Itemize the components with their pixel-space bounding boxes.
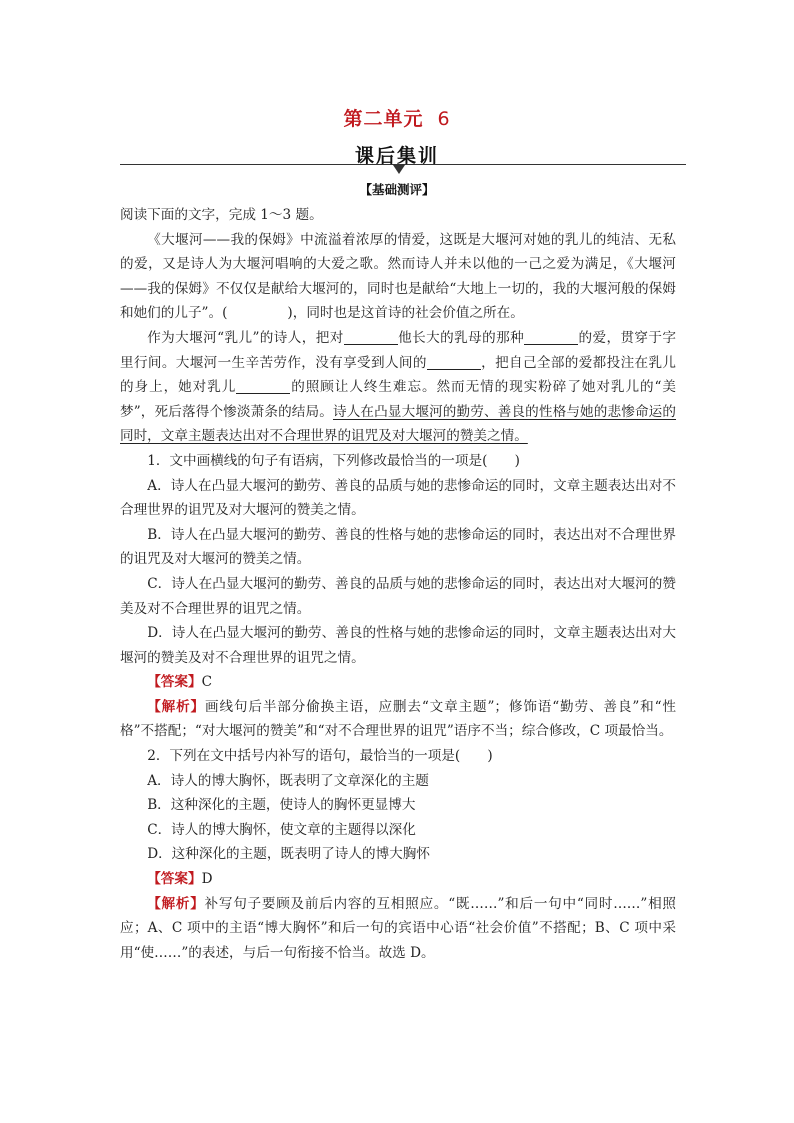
question-2-option-a: A．诗人的博大胸怀，既表明了文章深化的主题	[147, 772, 429, 789]
instruction-text: 阅读下面的文字，完成 1～3 题。	[120, 207, 323, 223]
unit-title-text: 第二单元	[343, 108, 424, 130]
question-1-option-c: C．诗人在凸显大堰河的勤劳、善良的品质与她的悲惨命运的同时，表达出对大堰河的赞美及对不合理世界的诅咒之情。	[120, 575, 676, 617]
question-1-option-b: B．诗人在凸显大堰河的勤劳、善良的性格与她的悲惨命运的同时，表达出对不合理世界的诅咒及对大堰河的赞美之情。	[120, 526, 676, 568]
question-1-option-d: D．诗人在凸显大堰河的勤劳、善良的性格与她的悲惨命运的同时，文章主题表达出对大堰河的赞美及对不合理世界的诅咒之情。	[120, 625, 676, 666]
analysis-tag: 【解析】	[147, 895, 205, 912]
fill-blank	[427, 355, 481, 370]
question-2-answer	[120, 867, 676, 892]
question-1-option-a: A．诗人在凸显大堰河的勤劳、善良的品质与她的悲惨命运的同时，文章主题表达出对不合理世界的诅咒及对大堰河的赞美之情。	[120, 477, 676, 519]
question-1-answer	[120, 670, 676, 695]
question-2-option-c: C．诗人的博大胸怀，使文章的主题得以深化	[147, 821, 416, 838]
section-banner: 【基础测评】	[359, 182, 435, 197]
unit-title	[0, 104, 794, 131]
question-2-option-b: B．这种深化的主题，使诗人的胸怀更显博大	[147, 797, 416, 814]
question-1-stem: 1．文中画横线的句子有语病，下列修改最恰当的一项是( )	[147, 452, 520, 469]
passage-paragraph-1: 《大堰河——我的保姆》中流溢着浓厚的情爱，这既是大堰河对她的乳儿的纯洁、无私的爱，又是诗人为大堰河唱响的大爱之歌。然而诗人并未以他的一己之爱为满足，《大堰河——我的保姆》不仅仅是献给大堰河的，同时也是献给“大地上一切的，我的大堰河般的保姆和她们的儿子”。( )，同时也是这首诗的社会价值之所在。	[120, 231, 676, 322]
passage-paragraph-2: 作为大堰河“乳儿”的诗人，把对 他长大的乳母的那种 的爱，贯穿于字里行间。大堰河一生辛苦劳作，没有享受到人间的 ，把自己全部的爱都投注在乳儿的身上，她对乳儿 的照顾让人终生难忘。然而无情的现实粉碎了她对乳儿的“美梦”，死后落得个惨淡萧条的结局。诗人在凸显大堰河的勤劳、善良的性格与她的悲惨命运的同时，文章主题表达出对不合理世界的诅咒及对大堰河的赞美之情。	[120, 329, 677, 445]
answer-blank	[227, 306, 287, 320]
answer-tag: 【答案】	[147, 871, 202, 888]
down-triangle-icon	[393, 165, 405, 174]
underlined-sentence: 诗人在凸显大堰河的勤劳、善良的性格与她的悲惨命运的同时，文章主题表达出对不合理世界的诅咒及对大堰河的赞美之情。	[120, 403, 677, 445]
answer-tag: 【答案】	[147, 674, 202, 691]
analysis-tag: 【解析】	[147, 698, 206, 715]
fill-blank	[524, 330, 578, 345]
answer-value: D	[201, 871, 213, 888]
unit-number: 6	[437, 108, 451, 130]
question-1-analysis	[120, 695, 676, 744]
question-2-analysis	[120, 892, 676, 966]
analysis-text: 补写句子要顾及前后内容的互相照应。“既……”和后一句中“同时……”相照应；A、C 项中的主语“博大胸怀”和后一句的宾语中心语“社会价值”不搭配；B、C 项中采用“使……”的表述，与后一句衔接不恰当。故选 D。	[120, 895, 676, 961]
question-2-option-d: D．这种深化的主题，既表明了诗人的博大胸怀	[147, 846, 430, 863]
analysis-text: 画线句后半部分偷换主语，应删去“文章主题”；修饰语“勤劳、善良”和“性格”不搭配；“对大堰河的赞美”和“对不合理世界的诅咒”语序不当；综合修改，C 项最恰当。	[120, 698, 677, 740]
question-2-stem: 2．下列在文中括号内补写的语句，最恰当的一项是( )	[147, 748, 493, 765]
answer-value: C	[201, 674, 212, 691]
content-body	[120, 203, 676, 965]
fill-blank	[344, 330, 398, 345]
section-title: 课后集训	[354, 145, 439, 167]
fill-blank	[236, 379, 290, 394]
